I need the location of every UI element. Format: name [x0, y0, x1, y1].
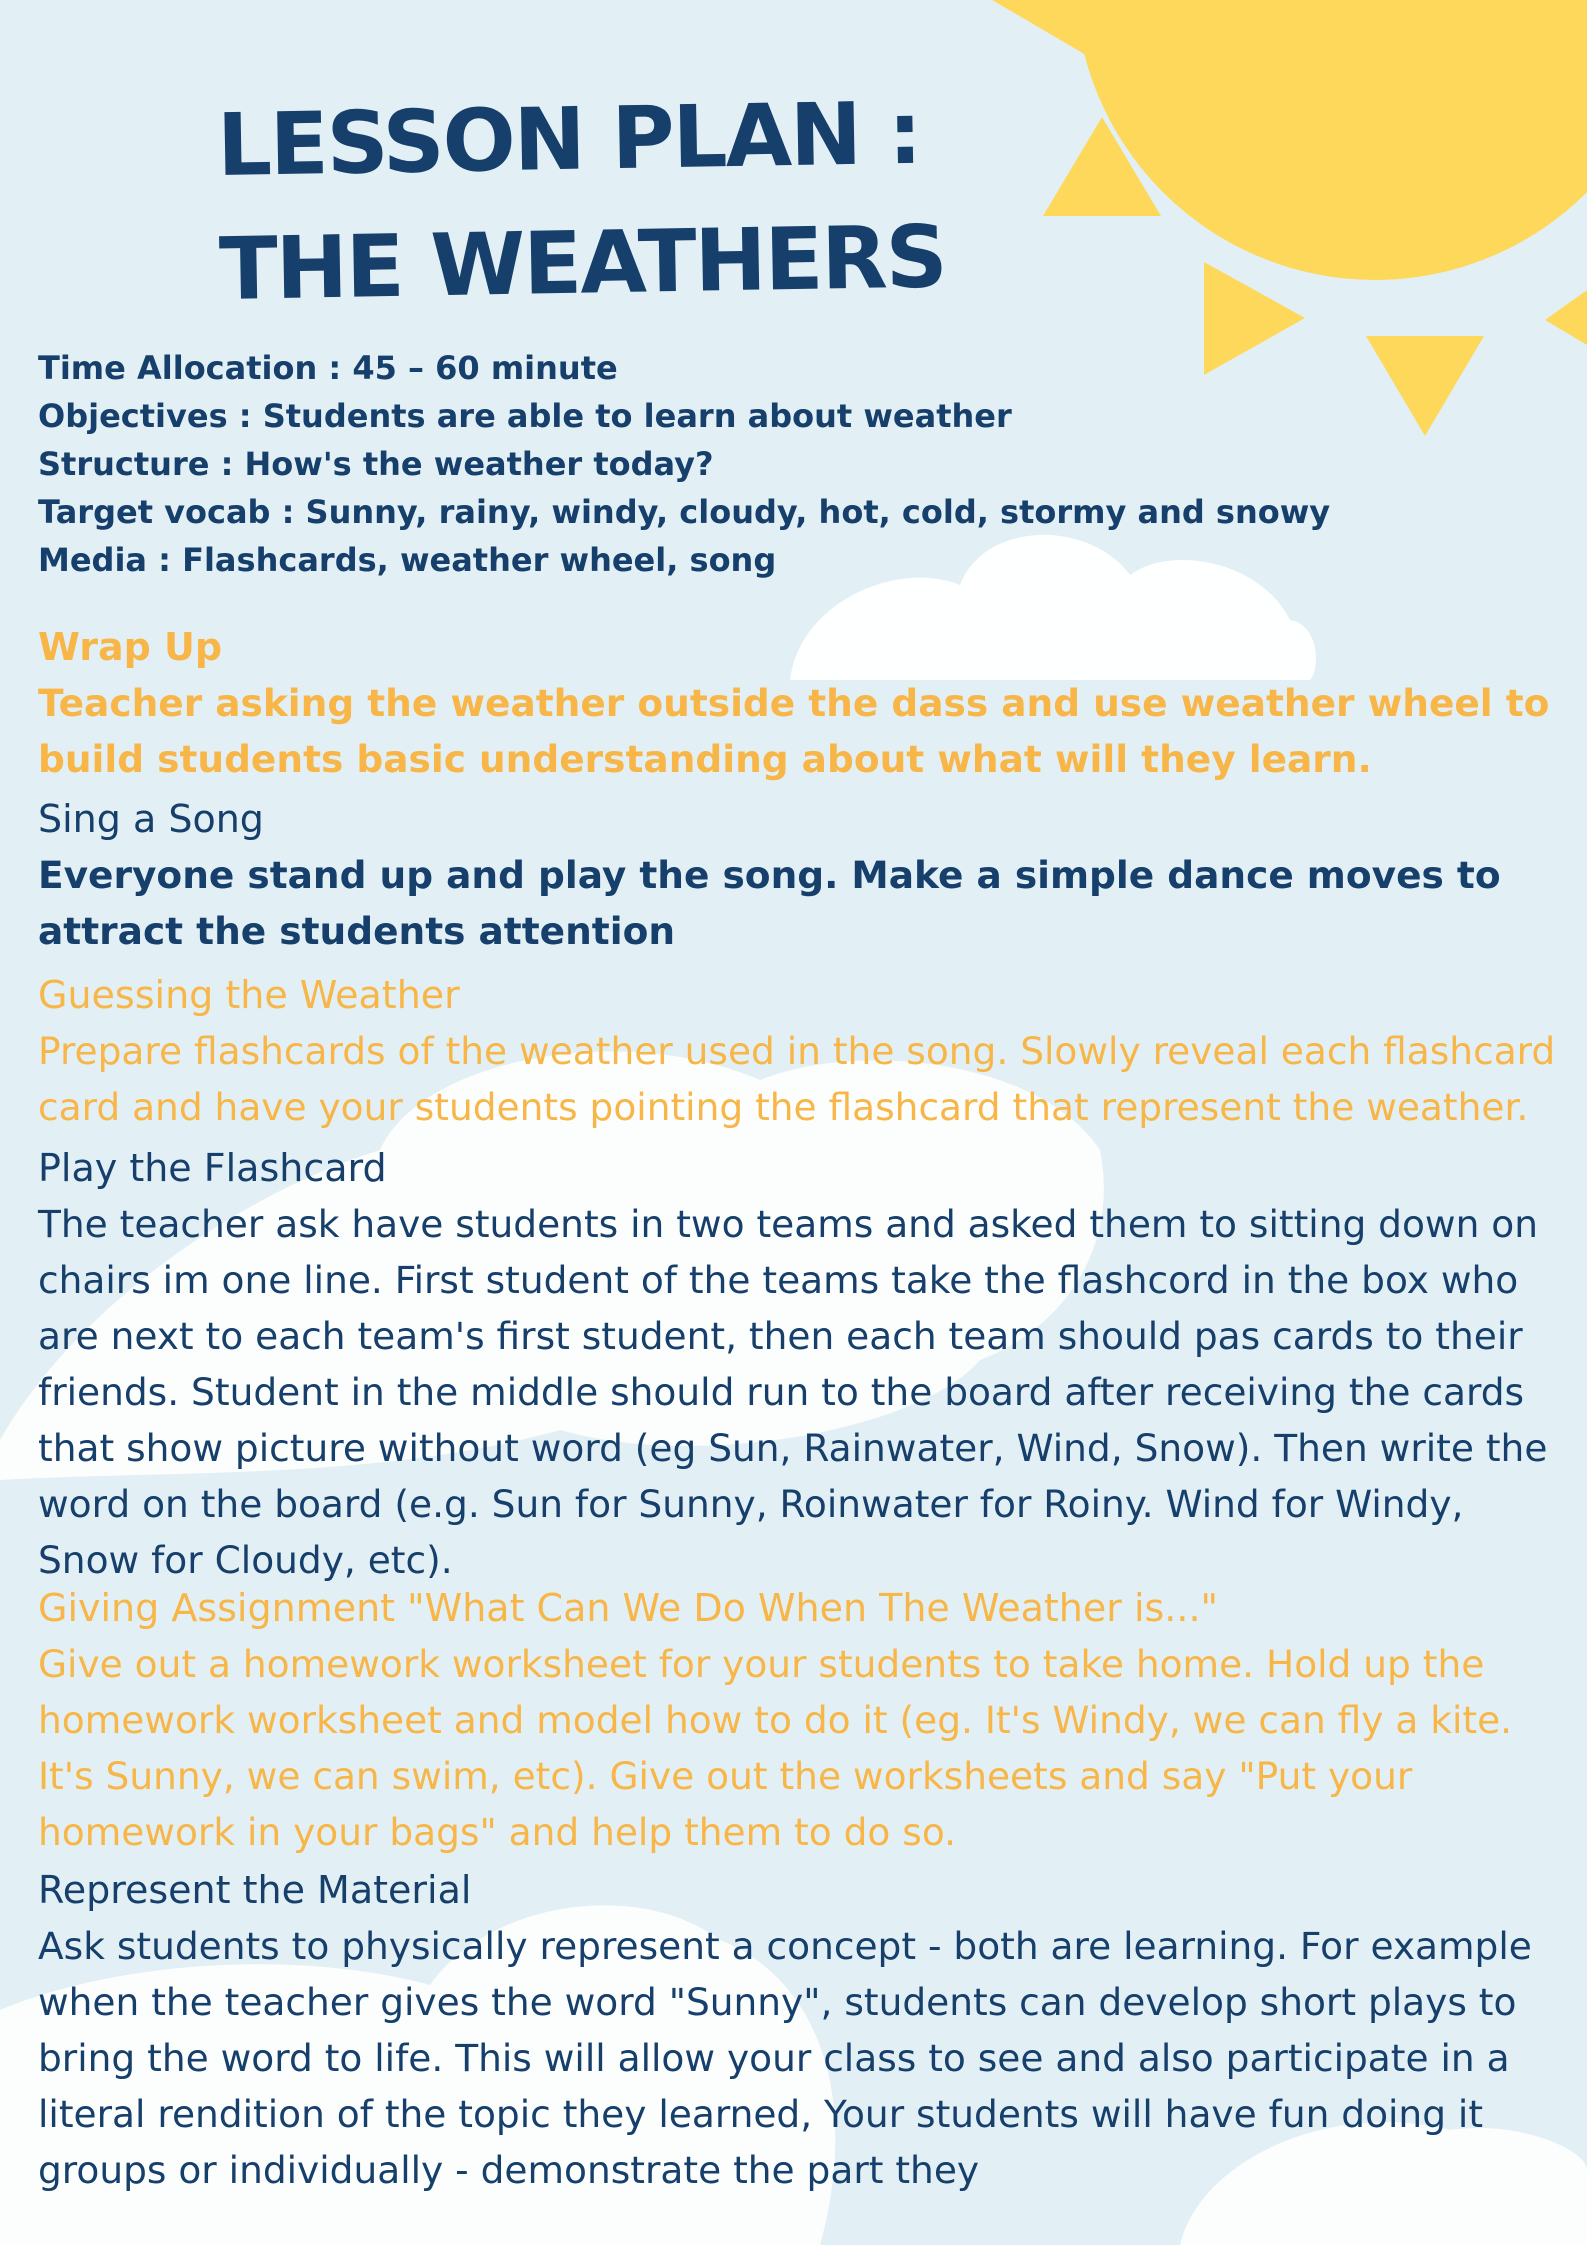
title-line-1: LESSON PLAN : [216, 83, 922, 196]
section-heading: Sing a Song [38, 797, 264, 841]
sun-ray-icon [1545, 290, 1587, 345]
section-body: Prepare flashcards of the weather used in the song. Slowly reveal each flashcard card and have your students pointing the flashcard that represent the weather. [38, 1029, 1556, 1129]
lesson-meta [38, 344, 1358, 584]
section-heading: Guessing the Weather [38, 973, 460, 1017]
section-play-the-flashcard [38, 1140, 1568, 1588]
sun-ray-icon [1366, 336, 1484, 436]
section-heading: Wrap Up [38, 625, 223, 669]
section-giving-assignment [38, 1580, 1568, 1860]
section-body: Everyone stand up and play the song. Make a simple dance moves to attract the students attention [38, 853, 1501, 953]
title-line-2: THE WEATHERS [218, 207, 947, 320]
objectives: Objectives : Students are able to learn about weather [38, 397, 1012, 435]
section-wrap-up [38, 619, 1568, 787]
section-body: Teacher asking the weather outside the dass and use weather wheel to build students basic understanding about what will they learn. [38, 681, 1550, 781]
section-body: Give out a homework worksheet for your students to take home. Hold up the homework worksheet and model how to do it (eg. It's Windy, we can fly a kite. It's Sunny, we can swim, etc). Give out the worksheets and say "Put your homework in your bags" and help them to do so. [38, 1642, 1513, 1854]
section-represent-the-material [38, 1862, 1568, 2198]
sun-ray-icon [992, 0, 1086, 55]
section-heading: Represent the Material [38, 1868, 472, 1912]
section-heading: Play the Flashcard [38, 1146, 387, 1190]
section-guessing-the-weather [38, 967, 1568, 1135]
section-sing-a-song [38, 791, 1568, 959]
section-heading: Giving Assignment "What Can We Do When The Weather is..." [38, 1586, 1219, 1630]
structure: Structure : How's the weather today? [38, 445, 714, 483]
section-body: Ask students to physically represent a concept - both are learning. For example when the teacher gives the word "Sunny", students can develop short plays to bring the word to life. This will allow your class to see and also participate in a literal rendition of the topic they learned, Your students will have fun doing it groups or individually - demonstrate the part they [38, 1924, 1532, 2192]
section-body: The teacher ask have students in two teams and asked them to sitting down on chairs im one line. First student of the teams take the flashcord in the box who are next to each team's first student, then each team should pas cards to their friends. Student in the middle should run to the board after receiving the cards that show picture without word (eg Sun, Rainwater, Wind, Snow). Then write the word on the board (e.g. Sun for Sunny, Roinwater for Roiny. Wind for Windy, Snow for Cloudy, etc). [38, 1202, 1548, 1582]
target-vocab: Target vocab : Sunny, rainy, windy, cloudy, hot, cold, stormy and snowy [38, 493, 1331, 531]
page-title [216, 71, 947, 332]
time-allocation: Time Allocation : 45 – 60 minute [38, 349, 618, 387]
media: Media : Flashcards, weather wheel, song [38, 541, 777, 579]
